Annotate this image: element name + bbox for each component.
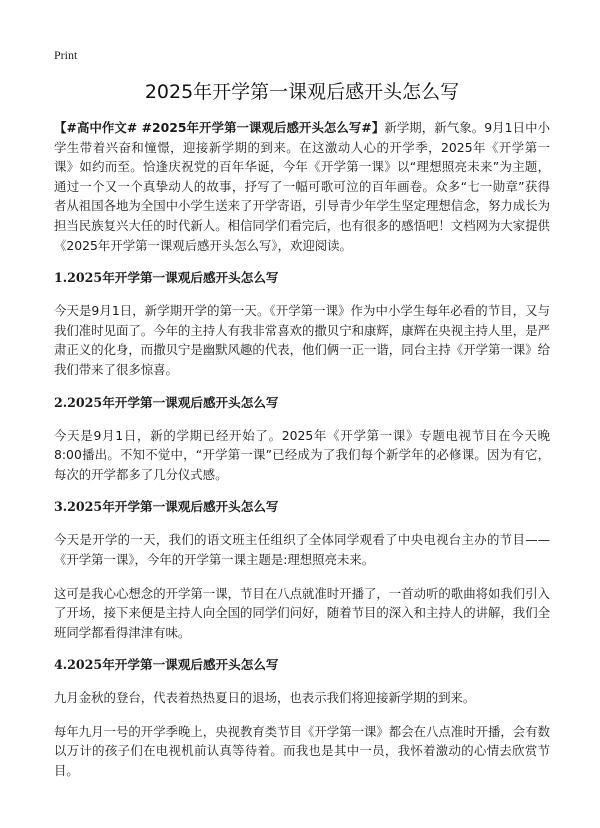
section-4-paragraph-2: 每年九月一号的开学季晚上，央视教育类节目《开学第一课》都会在八点准时开播，会有数以万计的孩子们在电视机前认真等待着。而我也是其中一员，我怀着激动的心情去欣赏节目。 <box>54 723 550 779</box>
intro-text: 新学期，新气象。9月1日中小学生带着兴奋和憧憬，迎接新学期的到来。在这激动人心的开学季，2025年《开学第一课》如约而至。恰逢庆祝党的百年华诞，今年《开学第一课》以“理想照亮未来”为主题，通过一个又一个真挚动人的故事，抒写了一幅可歌可泣的百年画卷。众多“七一勋章”获得者从祖国各地为全国中小学生送来了开学寄语，引导青少年学生坚定理想信念，努力成长为担当民族复兴大任的时代新人。相信同学们看完后，也有很多的感悟吧！文档网为大家提供《2025年开学第一课观后感开头怎么写》，欢迎阅读。 <box>54 120 550 253</box>
section-heading-3: 3.2025年开学第一课观后感开头怎么写 <box>54 499 279 515</box>
page-title: 2025年开学第一课观后感开头怎么写 <box>144 81 460 103</box>
section-4-paragraph-1: 九月金秋的登台，代表着热热夏日的退场，也表示我们将迎接新学期的到来。 <box>54 690 476 706</box>
section-3-paragraph-2: 这可是我心心想念的开学第一课，节目在八点就准时开播了，一首动听的歌曲将如我们引入了开场，接下来便是主持人向全国的同学们问好，随着节目的深入和主持人的讲解，我们全班同学都看得津津有味。 <box>54 585 550 640</box>
intro-paragraph <box>54 118 550 255</box>
section-2-paragraph-1: 今天是9月1日，新的学期已经开始了。2025年《开学第一课》专题电视节目在今天晚8:00播出。不知不觉中，“开学第一课”已经成为了我们每个新学年的必修课。因为有它，每次的开学都多了几分仪式感。 <box>54 427 550 482</box>
section-heading-2: 2.2025年开学第一课观后感开头怎么写 <box>54 394 279 410</box>
section-1-paragraph-1: 今天是9月1日，新学期开学的第一天。《开学第一课》作为中小学生每年必看的节目，又与我们准时见面了。今年的主持人有我非常喜欢的撒贝宁和康辉，康辉在央视主持人里，是严肃正义的化身，而撒贝宁是幽默风趣的代表，他们俩一正一谐，同台主持《开学第一课》给我们带来了很多惊喜。 <box>54 303 550 377</box>
section-3-paragraph-1: 今天是开学的一天，我们的语文班主任组织了全体同学观看了中央电视台主办的节目——《开学第一课》，今年的开学第一课主题是:理想照亮未来。 <box>54 532 550 567</box>
article-body <box>54 118 550 795</box>
print-link[interactable]: Print <box>54 48 78 62</box>
section-heading-4: 4.2025年开学第一课观后感开头怎么写 <box>54 657 279 673</box>
section-heading-1: 1.2025年开学第一课观后感开头怎么写 <box>54 270 279 286</box>
intro-tag: 【#高中作文# #2025年开学第一课观后感开头怎么写#】 <box>54 120 385 135</box>
